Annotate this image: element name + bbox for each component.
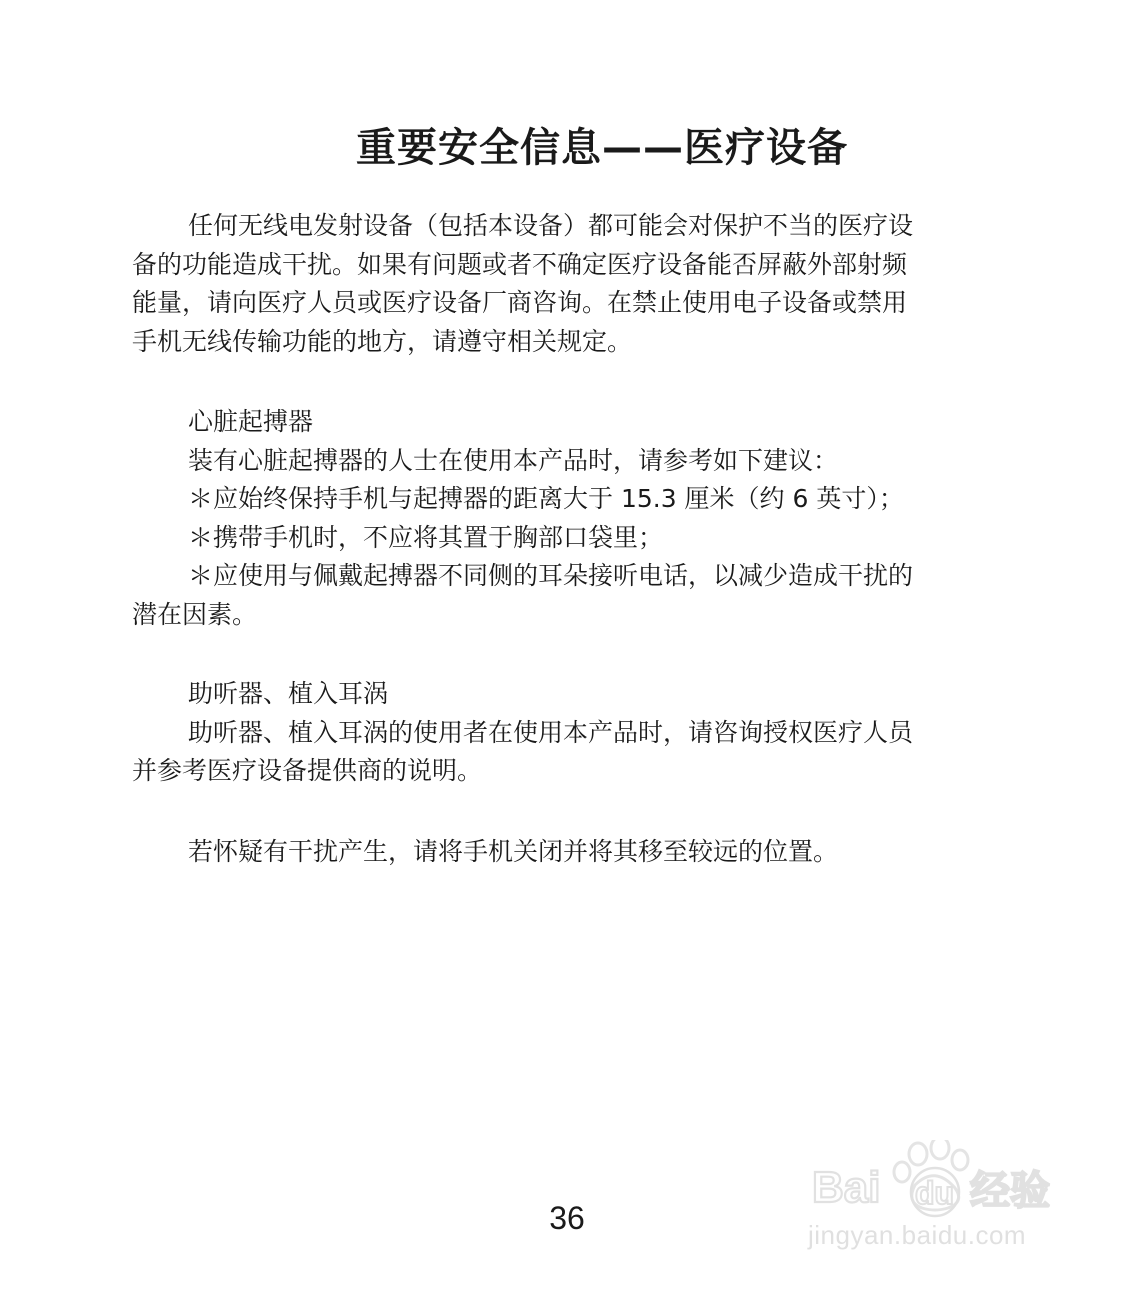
watermark-url: jingyan.baidu.com [808,1220,1027,1250]
intro-line: 能量，请向医疗人员或医疗设备厂商咨询。在禁止使用电子设备或禁用 [132,288,908,317]
svg-text:du: du [915,1175,955,1211]
intro-line: 任何无线电发射设备（包括本设备）都可能会对保护不当的医疗设 [188,211,914,240]
pacemaker-section [132,403,1012,634]
svg-text:Bai: Bai [812,1163,881,1212]
closing-paragraph [132,833,1012,872]
closing-line: 若怀疑有干扰产生，请将手机关闭并将其移至较远的位置。 [188,837,839,866]
hearing-aid-line: 助听器、植入耳涡的使用者在使用本产品时，请咨询授权医疗人员 [188,717,914,747]
page-number: 36 [549,1200,585,1236]
svg-text:经验: 经验 [970,1168,1050,1214]
pacemaker-bullet: ＊携带手机时，不应将其置于胸部口袋里； [188,522,664,552]
intro-line: 手机无线传输功能的地方，请遵守相关规定。 [132,326,633,356]
hearing-aid-section [132,675,1012,791]
intro-line: 备的功能造成干扰。如果有问题或者不确定医疗设备能否屏蔽外部射频 [132,249,908,279]
pacemaker-bullet: ＊应始终保持手机与起搏器的距离大于 15.3 厘米（约 6 英寸）； [188,484,904,513]
page-title: 重要安全信息——医疗设备 [356,125,848,171]
pacemaker-bullet-continuation: 潜在因素。 [132,599,258,629]
section-heading-hearing-aid: 助听器、植入耳涡 [188,679,389,708]
hearing-aid-line: 并参考医疗设备提供商的说明。 [132,756,483,785]
pacemaker-bullet: ＊应使用与佩戴起搏器不同侧的耳朵接听电话，以减少造成干扰的 [188,561,914,590]
section-heading-pacemaker: 心脏起搏器 [188,407,314,436]
intro-paragraph [132,207,1012,361]
pacemaker-lead: 装有心脏起搏器的人士在使用本产品时，请参考如下建议： [188,445,839,475]
baidu-jingyan-watermark [790,1140,1080,1260]
